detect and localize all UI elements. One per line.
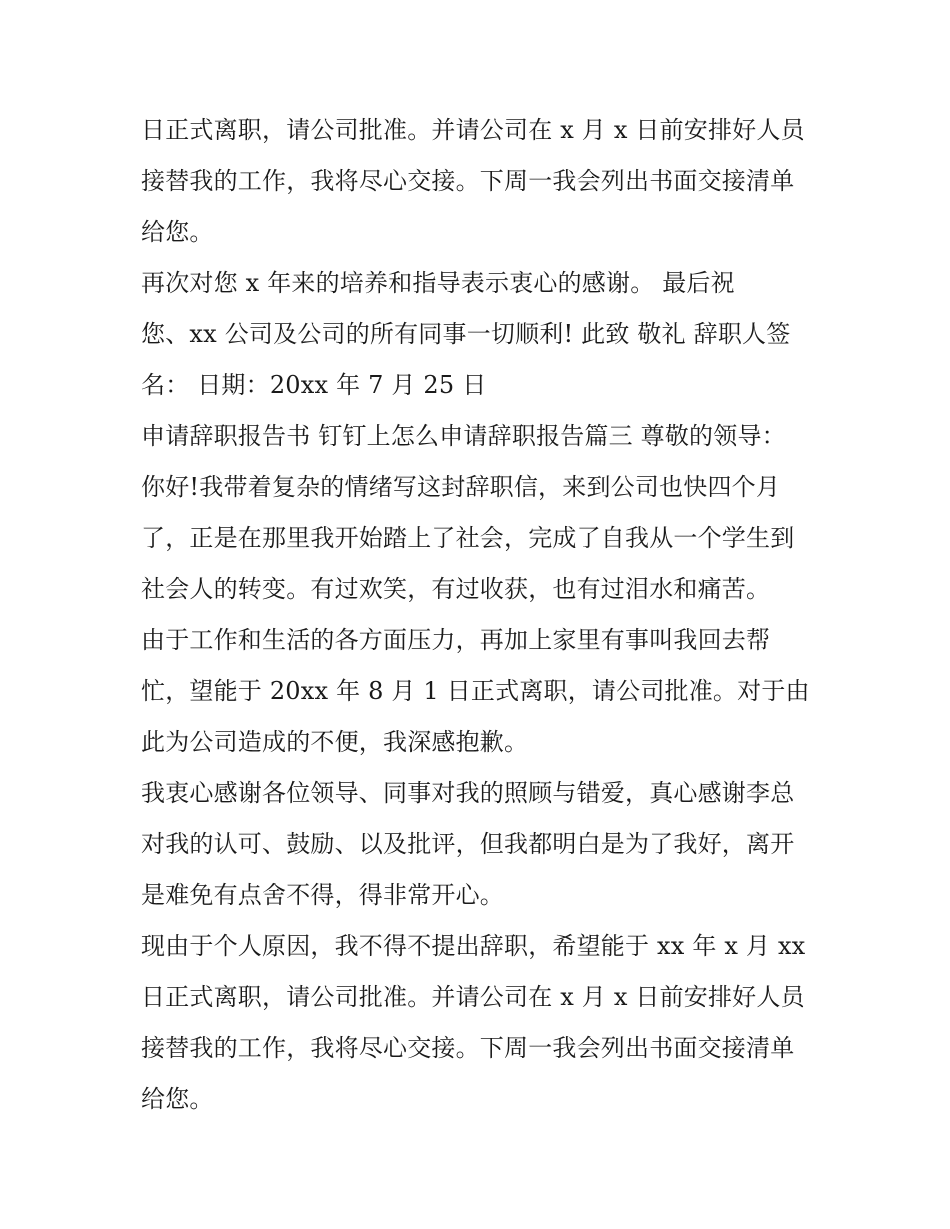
text-line: 此为公司造成的不便，我深感抱歉。 [141,728,529,756]
text-line: 社会人的转变。有过欢笑，有过收获，也有过泪水和痛苦。 [141,575,771,603]
text-line: 现由于个人原因，我不得不提出辞职，希望能于 xx 年 x 月 xx [141,932,806,960]
text-line: 接替我的工作，我将尽心交接。下周一我会列出书面交接清单 [141,167,795,195]
body-text [141,105,831,1125]
text-line: 我衷心感谢各位领导、同事对我的照顾与错爱，真心感谢李总 [141,779,795,807]
text-line: 再次对您 x 年来的培养和指导表示衷心的感谢。 最后祝 [141,269,735,297]
text-line: 给您。 [141,218,214,246]
text-line: 申请辞职报告书 钉钉上怎么申请辞职报告篇三 尊敬的领导： [141,422,786,450]
text-line: 接替我的工作，我将尽心交接。下周一我会列出书面交接清单 [141,1034,795,1062]
text-line: 忙，望能于 20xx 年 8 月 1 日正式离职，请公司批准。对于由 [141,677,810,705]
text-line: 是难免有点舍不得，得非常开心。 [141,881,504,909]
text-line: 对我的认可、鼓励、以及批评，但我都明白是为了我好，离开 [141,830,795,858]
text-line: 给您。 [141,1085,214,1113]
text-line: 日正式离职，请公司批准。并请公司在 x 月 x 日前安排好人员 [141,983,805,1011]
text-line: 您、xx 公司及公司的所有同事一切顺利! 此致 敬礼 辞职人签 [141,320,791,348]
text-line: 由于工作和生活的各方面压力，再加上家里有事叫我回去帮 [141,626,771,654]
text-line: 名： 日期：20xx 年 7 月 25 日 [141,371,487,399]
text-line: 了，正是在那里我开始踏上了社会，完成了自我从一个学生到 [141,524,795,552]
text-line: 你好!我带着复杂的情绪写这封辞职信，来到公司也快四个月 [141,473,781,501]
text-line: 日正式离职，请公司批准。并请公司在 x 月 x 日前安排好人员 [141,116,805,144]
